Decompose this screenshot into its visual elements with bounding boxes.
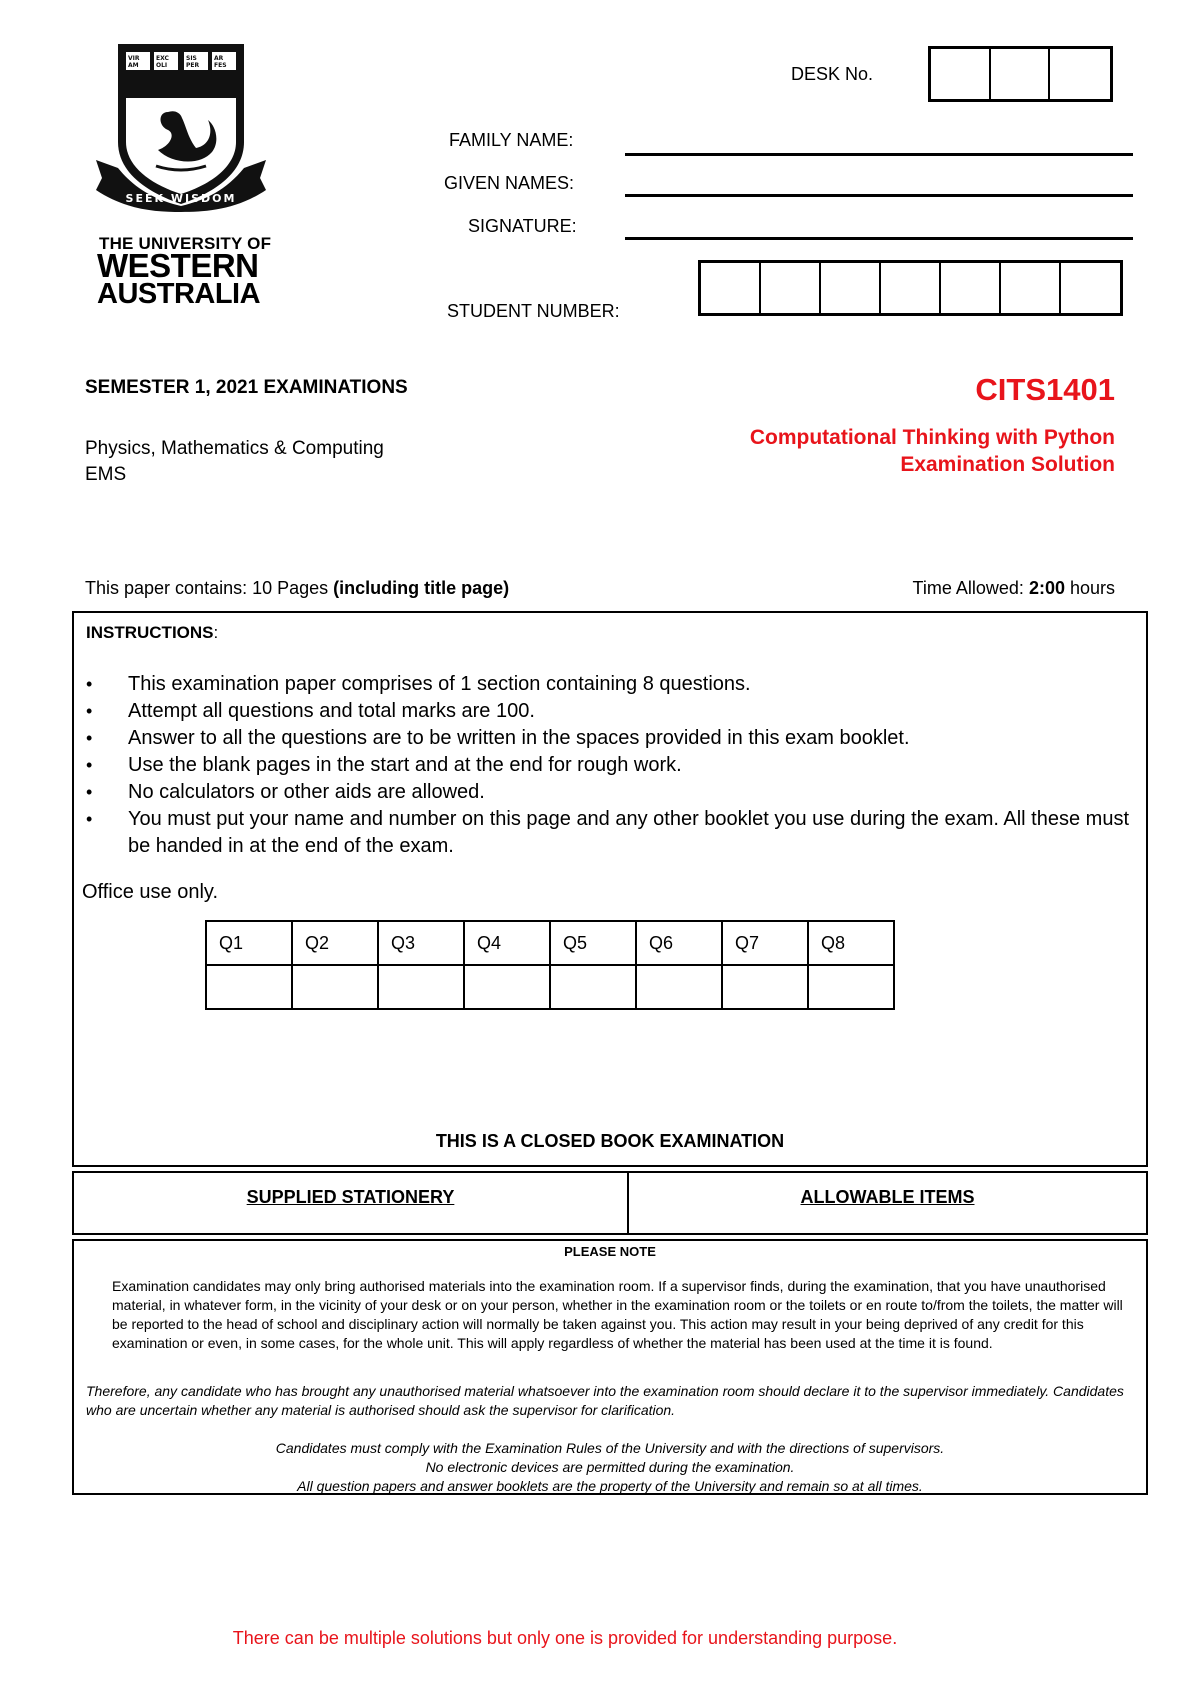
family-name-line[interactable] <box>625 153 1133 156</box>
given-names-line[interactable] <box>625 194 1133 197</box>
svg-text:OLI: OLI <box>156 62 168 69</box>
please-note-box <box>72 1239 1148 1495</box>
mark-cell[interactable] <box>636 965 722 1009</box>
svg-text:AM: AM <box>128 62 139 69</box>
student-digit-box[interactable] <box>1001 263 1061 313</box>
instruction-item: • Use the blank pages in the start and at the end for rough work. <box>86 752 1136 779</box>
exam-rule: All question papers and answer booklets are the property of the University and remain so at all times. <box>297 1478 923 1494</box>
marks-entry-row <box>206 965 894 1009</box>
svg-text:SIS: SIS <box>186 55 197 62</box>
question-header: Q5 <box>550 921 636 965</box>
desk-digit-box[interactable] <box>991 49 1051 99</box>
instruction-item: • You must put your name and number on this page and any other booklet you use during the exam. All these must be handed in at the end of the exam. <box>86 806 1136 860</box>
desk-number-label: DESK No. <box>791 64 874 84</box>
note-paragraph: Examination candidates may only bring authorised materials into the examination room. If a supervisor finds, during the examination, that you have unauthorised material, in whatever form, in the vicinity of your desk or on your person, whether in the examination room or the toilets or en route to/from the toilets, the matter will be reported to the head of school and disciplinary action will normally be taken against you. This action may result in your being deprived of any credit for this examination or even, in some cases, for the whole unit. This will apply regardless of whether the material has been used at the time it is found. <box>112 1278 1123 1351</box>
university-name-line3: AUSTRALIA <box>97 278 261 310</box>
marks-table <box>205 920 895 1010</box>
paper-type: Examination Solution <box>900 453 1115 476</box>
instruction-item: • This examination paper comprises of 1 section containing 8 questions. <box>86 671 1136 698</box>
svg-text:VIR: VIR <box>128 55 140 62</box>
svg-text:PER: PER <box>186 62 200 69</box>
desk-digit-box[interactable] <box>1050 49 1110 99</box>
question-header: Q8 <box>808 921 894 965</box>
department-name: Physics, Mathematics & Computing <box>85 438 384 459</box>
unit-title: Computational Thinking with Python <box>749 426 1115 449</box>
signature-line[interactable] <box>625 237 1133 240</box>
solution-footer-note: There can be multiple solutions but only one is provided for understanding purpose. <box>232 1628 898 1648</box>
unit-code: CITS1401 <box>975 372 1115 407</box>
time-label: Time Allowed: <box>912 578 1029 598</box>
mark-cell[interactable] <box>550 965 636 1009</box>
desk-digit-box[interactable] <box>931 49 991 99</box>
university-crest-logo <box>96 42 266 212</box>
student-digit-box[interactable] <box>941 263 1001 313</box>
exam-rule: No electronic devices are permitted during the examination. <box>425 1459 795 1475</box>
stationery-box <box>72 1171 1148 1235</box>
allowable-items-heading: ALLOWABLE ITEMS <box>800 1187 975 1207</box>
mark-cell[interactable] <box>808 965 894 1009</box>
question-header: Q4 <box>464 921 550 965</box>
student-digit-box[interactable] <box>701 263 761 313</box>
university-name-line2: WESTERN <box>97 247 259 284</box>
time-unit: hours <box>1064 578 1115 598</box>
marks-header-row <box>206 921 894 965</box>
instruction-item: • Answer to all the questions are to be written in the spaces provided in this exam booklet. <box>86 725 1136 752</box>
university-name-line1: THE UNIVERSITY OF <box>99 234 272 253</box>
desk-number-boxes[interactable] <box>928 46 1113 102</box>
note-paragraph-italic: Therefore, any candidate who has brought any unauthorised material whatsoever into the examination room should declare it to the supervisor immediately. Candidates who are uncertain whether any material is authorised should ask the supervisor for clarification. <box>86 1383 1124 1418</box>
instructions-title: INSTRUCTIONS <box>86 623 214 642</box>
question-header: Q6 <box>636 921 722 965</box>
instructions-list <box>86 671 1136 860</box>
mark-cell[interactable] <box>722 965 808 1009</box>
question-header: Q3 <box>378 921 464 965</box>
supplied-stationery-heading: SUPPLIED STATIONERY <box>74 1173 629 1233</box>
svg-text:EXC: EXC <box>156 55 169 62</box>
instruction-item: • No calculators or other aids are allowed. <box>86 779 1136 806</box>
mark-cell[interactable] <box>206 965 292 1009</box>
signature-label: SIGNATURE: <box>468 216 577 236</box>
office-use-label: Office use only. <box>82 881 218 903</box>
student-digit-box[interactable] <box>761 263 821 313</box>
time-allowed <box>913 578 1115 599</box>
question-header: Q1 <box>206 921 292 965</box>
family-name-label: FAMILY NAME: <box>449 130 574 150</box>
instructions-heading <box>86 623 218 643</box>
closed-book-notice: THIS IS A CLOSED BOOK EXAMINATION <box>435 1131 785 1151</box>
mark-cell[interactable] <box>464 965 550 1009</box>
time-value: 2:00 <box>1028 578 1065 598</box>
svg-text:AR: AR <box>214 55 224 62</box>
page-count-text: This paper contains: 10 Pages <box>85 578 334 598</box>
student-digit-box[interactable] <box>821 263 881 313</box>
unit-title-block <box>750 424 1115 478</box>
instruction-item: • Attempt all questions and total marks are 100. <box>86 698 1136 725</box>
svg-text:FES: FES <box>214 62 227 69</box>
exam-rules <box>74 1439 1146 1496</box>
instructions-colon: : <box>213 623 219 642</box>
question-header: Q2 <box>292 921 378 965</box>
crest-motto: SEEK WISDOM <box>125 192 237 205</box>
page-count-note: (including title page) <box>333 578 510 598</box>
student-number-label: STUDENT NUMBER: <box>447 301 620 321</box>
department <box>85 436 384 488</box>
instructions-box <box>72 611 1148 1167</box>
semester-heading: SEMESTER 1, 2021 EXAMINATIONS <box>85 377 408 398</box>
exam-rule: Candidates must comply with the Examination Rules of the University and with the directions of supervisors. <box>275 1440 945 1456</box>
faculty-name: EMS <box>85 464 127 485</box>
mark-cell[interactable] <box>292 965 378 1009</box>
student-digit-box[interactable] <box>1061 263 1120 313</box>
please-note-heading: PLEASE NOTE <box>564 1244 656 1259</box>
question-header: Q7 <box>722 921 808 965</box>
given-names-label: GIVEN NAMES: <box>444 173 575 193</box>
student-digit-box[interactable] <box>881 263 941 313</box>
student-number-boxes[interactable] <box>698 260 1123 316</box>
page-count <box>85 578 509 599</box>
mark-cell[interactable] <box>378 965 464 1009</box>
